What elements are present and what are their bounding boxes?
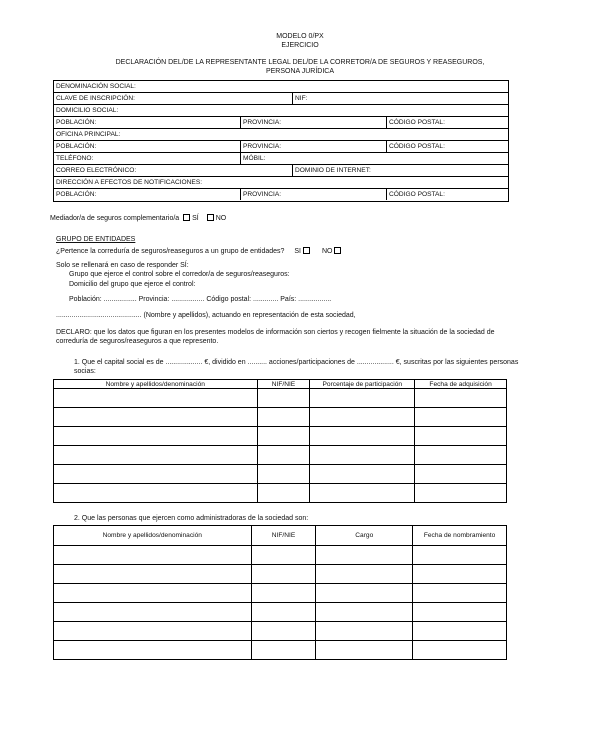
poblacion-field[interactable]: POBLACIÓN: (56, 143, 97, 150)
grupo-domicilio-line: Domicilio del grupo que ejerce el control: (69, 281, 196, 288)
mediador-row (50, 214, 226, 223)
representative-line: ............................................ (Nombre y apellidos), actuando en representación de esta sociedad, (56, 312, 356, 319)
declaration-title: DECLARACIÓN DEL/DE LA REPRESENTANTE LEGAL DEL/DE LA CORRETOR/A DE SEGUROS Y REASEGUROS, (115, 59, 485, 66)
table-cell[interactable] (415, 427, 507, 446)
codigo-postal-field[interactable]: CÓDIGO POSTAL: (386, 189, 510, 200)
grid-row-poblacion-2 (54, 141, 508, 153)
table-cell[interactable] (54, 584, 252, 603)
table-row (54, 546, 507, 565)
table-row (54, 584, 507, 603)
table-cell[interactable] (54, 408, 258, 427)
table-row (54, 565, 507, 584)
col-header-cargo: Cargo (316, 526, 413, 546)
table-row (54, 446, 507, 465)
nif-field[interactable]: NIF: (292, 93, 510, 104)
table-cell[interactable] (251, 622, 316, 641)
codigo-postal-field[interactable]: CÓDIGO POSTAL: (386, 141, 510, 152)
table-cell[interactable] (310, 465, 415, 484)
table-cell[interactable] (316, 584, 413, 603)
table-cell[interactable] (413, 584, 507, 603)
grupo-heading: GRUPO DE ENTIDADES (56, 236, 136, 243)
col-header-nif: NIF/NIE (257, 380, 310, 389)
dominio-field[interactable]: DOMINIO DE INTERNET: (292, 165, 510, 176)
table-cell[interactable] (257, 427, 310, 446)
provincia-field[interactable]: PROVINCIA: (240, 117, 386, 128)
table-cell[interactable] (310, 484, 415, 503)
table-cell[interactable] (316, 565, 413, 584)
grid-row-correo (54, 165, 508, 177)
grid-row-telefono (54, 153, 508, 165)
capital-line-2: socias: (74, 368, 96, 375)
table-cell[interactable] (310, 389, 415, 408)
shareholders-header-row (54, 380, 507, 389)
grid-row-domicilio (54, 105, 508, 117)
table-cell[interactable] (415, 465, 507, 484)
model-title: MODELO 0/PX (276, 33, 324, 40)
mediador-label: Mediador/a de seguros complementario/a (50, 215, 180, 222)
table-cell[interactable] (413, 603, 507, 622)
table-row (54, 641, 507, 660)
grid-row-clave (54, 93, 508, 105)
domicilio-field[interactable]: DOMICILIO SOCIAL: (56, 107, 119, 114)
table-cell[interactable] (54, 565, 252, 584)
table-cell[interactable] (257, 484, 310, 503)
poblacion-field[interactable]: POBLACIÓN: (56, 191, 97, 198)
table-cell[interactable] (415, 484, 507, 503)
mediador-no-label: NO (215, 215, 227, 222)
table-cell[interactable] (251, 565, 316, 584)
declaro-line-1: DECLARO: que los datos que figuran en los presentes modelos de información son ciertos y recogen fielmente la situación de la sociedad de (56, 329, 495, 336)
grid-row-notificaciones (54, 177, 508, 189)
table-cell[interactable] (251, 603, 316, 622)
table-cell[interactable] (251, 584, 316, 603)
table-cell[interactable] (54, 465, 258, 484)
poblacion-field[interactable]: POBLACIÓN: (56, 119, 97, 126)
table-cell[interactable] (310, 408, 415, 427)
table-cell[interactable] (257, 389, 310, 408)
oficina-field[interactable]: OFICINA PRINCIPAL: (56, 131, 121, 138)
company-data-grid (53, 80, 509, 202)
grupo-si-label: SI (294, 248, 302, 255)
table-cell[interactable] (54, 546, 252, 565)
table-row (54, 427, 507, 446)
provincia-field[interactable]: PROVINCIA: (240, 189, 386, 200)
administrators-header-row (54, 526, 507, 546)
grid-row-poblacion-1 (54, 117, 508, 129)
shareholders-table (53, 379, 507, 503)
movil-field[interactable]: MÓBIL: (240, 153, 510, 164)
grupo-question: ¿Pertence la correduría de seguros/reaseguros a un grupo de entidades? (56, 248, 285, 255)
table-cell[interactable] (413, 565, 507, 584)
grupo-location-line: Población: ................. Provincia: ................. Código postal: ............. País: ................. (69, 296, 332, 303)
declaration-subtitle: PERSONA JURÍDICA (265, 68, 335, 75)
grupo-no-label: NO (321, 248, 333, 255)
grupo-no-checkbox[interactable] (334, 247, 341, 254)
telefono-field[interactable]: TELÉFONO: (56, 155, 94, 162)
grid-row-oficina (54, 129, 508, 141)
grupo-question-row (56, 247, 343, 256)
table-row (54, 465, 507, 484)
table-row (54, 484, 507, 503)
grid-row-poblacion-3 (54, 189, 508, 201)
col-header-nif: NIF/NIE (251, 526, 316, 546)
table-cell[interactable] (54, 446, 258, 465)
table-cell[interactable] (310, 427, 415, 446)
table-cell[interactable] (54, 641, 252, 660)
col-header-nombre: Nombre y apellidos/denominación (54, 380, 258, 389)
mediador-si-checkbox[interactable] (183, 214, 190, 221)
table-cell[interactable] (257, 408, 310, 427)
correo-field[interactable]: CORREO ELECTRÓNICO: (56, 167, 137, 174)
grid-row-denominacion (54, 81, 508, 93)
table-cell[interactable] (251, 641, 316, 660)
declaro-line-2: correduría de seguros/reaseguros a que represento. (56, 338, 219, 345)
codigo-postal-field[interactable]: CÓDIGO POSTAL: (386, 117, 510, 128)
table-cell[interactable] (413, 641, 507, 660)
table-cell[interactable] (310, 446, 415, 465)
mediador-no-checkbox[interactable] (207, 214, 214, 221)
table-cell[interactable] (54, 622, 252, 641)
table-cell[interactable] (413, 622, 507, 641)
table-cell[interactable] (415, 446, 507, 465)
grupo-note: Solo se rellenará en caso de responder SÍ: (56, 262, 189, 269)
col-header-nombre: Nombre y apellidos/denominación (54, 526, 252, 546)
table-row (54, 408, 507, 427)
table-cell[interactable] (316, 546, 413, 565)
table-row (54, 603, 507, 622)
table-cell[interactable] (54, 427, 258, 446)
exercise-label: EJERCICIO (281, 42, 319, 49)
clave-field[interactable]: CLAVE DE INSCRIPCIÓN: (56, 95, 136, 102)
table-cell[interactable] (257, 465, 310, 484)
mediador-si-label: SÍ (192, 215, 199, 222)
grupo-control-line: Grupo que ejerce el control sobre el corredor/a de seguros/reaseguros: (69, 271, 290, 278)
table-row (54, 622, 507, 641)
table-cell[interactable] (316, 603, 413, 622)
table-cell[interactable] (257, 446, 310, 465)
table-cell[interactable] (54, 484, 258, 503)
col-header-porcentaje: Porcentaje de participación (310, 380, 415, 389)
col-header-fecha-nombramiento: Fecha de nombramiento (413, 526, 507, 546)
denominacion-field[interactable]: DENOMINACIÓN SOCIAL: (56, 83, 136, 90)
provincia-field[interactable]: PROVINCIA: (240, 141, 386, 152)
administrators-table (53, 525, 507, 660)
table-cell[interactable] (415, 389, 507, 408)
admin-line-1: 2. Que las personas que ejercen como administradoras de la sociedad son: (74, 515, 309, 522)
table-cell[interactable] (413, 546, 507, 565)
capital-line-1: 1. Que el capital social es de ................... €, dividido en .......... acciones/participaciones de ................... €, suscritas por las siguientes personas (74, 359, 519, 366)
table-row (54, 389, 507, 408)
table-cell[interactable] (316, 622, 413, 641)
col-header-fecha-adquisicion: Fecha de adquisición (415, 380, 507, 389)
direccion-notificaciones-field[interactable]: DIRECCIÓN A EFECTOS DE NOTIFICACIONES: (56, 179, 203, 186)
table-cell[interactable] (54, 603, 252, 622)
table-cell[interactable] (54, 389, 258, 408)
table-cell[interactable] (251, 546, 316, 565)
grupo-si-checkbox[interactable] (303, 247, 310, 254)
table-cell[interactable] (415, 408, 507, 427)
table-cell[interactable] (316, 641, 413, 660)
